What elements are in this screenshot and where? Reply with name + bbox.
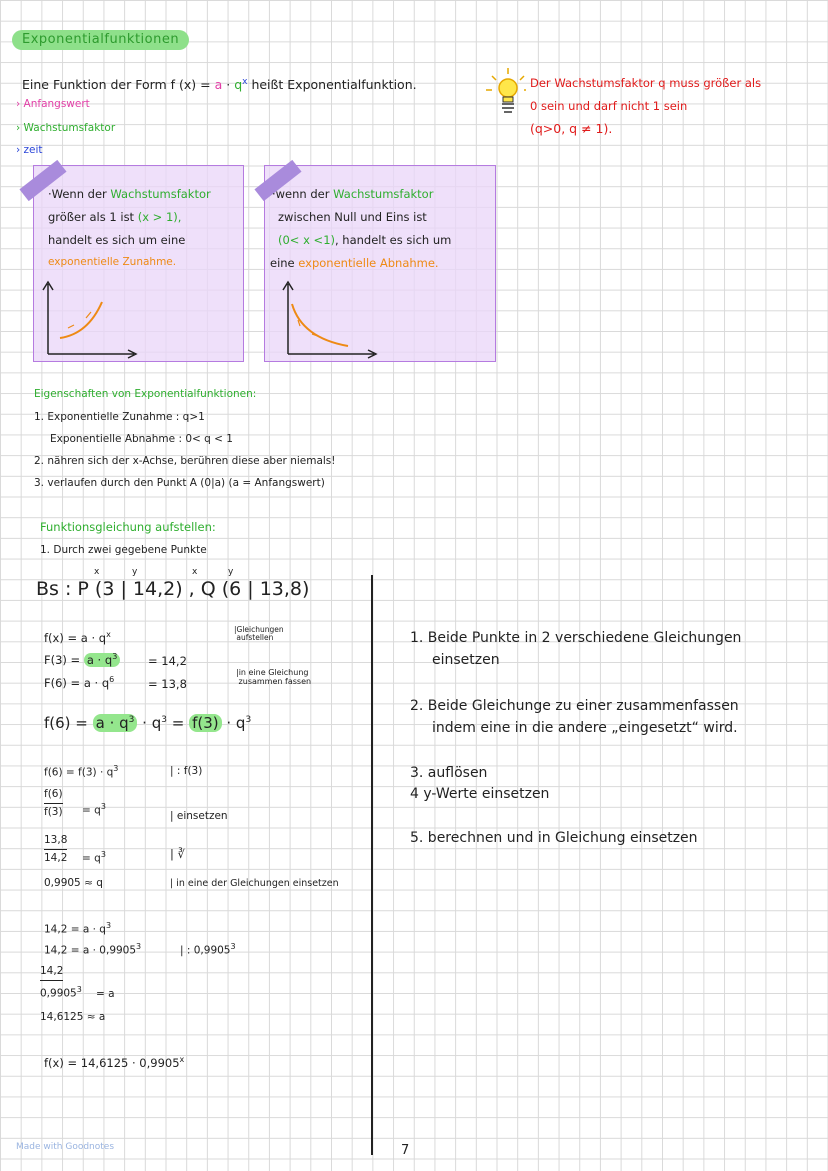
definition-line: Eine Funktion der Form f $(x) = a \cdot q^x$ heißt Exponentialfunktion. <box>22 77 417 93</box>
card-abnahme-line-3: (0< x <1), handelt es sich um <box>278 233 452 247</box>
step-r1: $14,2 = a \cdot q^3$ <box>44 921 112 936</box>
lightbulb-icon <box>480 66 526 126</box>
step-root-note: | ∛ <box>170 847 185 861</box>
step-r2: $14,2 = a \cdot 0,9905^3$ <box>44 942 142 957</box>
step-2-line-1: 2. Beide Gleichunge zu einer zusammenfassen <box>410 698 739 714</box>
card-zunahme-line-4: exponentielle Zunahme. <box>48 256 177 268</box>
mark-y2: y <box>228 567 234 577</box>
legend-wachstumsfaktor: › Wachstumsfaktor <box>16 122 116 134</box>
equation-heading: Funktionsgleichung aufstellen: <box>40 520 216 534</box>
step-3: 3. auflösen <box>410 765 488 781</box>
legend-anfangswert: › Anfangswert <box>16 98 90 110</box>
note-zusammenfassen: |in eine Gleichung zusammen fassen <box>236 668 312 686</box>
eq-f6-value: = 13,8 <box>148 677 187 691</box>
step-a-result: 14,6125 ≈ a <box>40 1011 106 1023</box>
goodnotes-badge: Made with Goodnotes <box>16 1142 115 1152</box>
eq-f3-value: = 14,2 <box>148 654 187 668</box>
eq-general: $f(x) = a \cdot q^x$ <box>44 630 111 645</box>
note-line-3: (q>0, q ≠ 1). <box>530 121 613 136</box>
fraction-a: 14,2 0,9905$^3$ <box>40 965 82 1000</box>
final-function: $f(x) = 14,6125 \cdot 0,9905^x$ <box>44 1055 185 1070</box>
page-number: 7 <box>401 1143 410 1158</box>
step-einsetzen-note: | einsetzen <box>170 810 228 822</box>
fraction-values-rhs: = $q^3$ <box>82 850 106 865</box>
note-line-2: 0 sein und darf nicht 1 sein <box>530 99 688 113</box>
note-line-1: Der Wachstumsfaktor q muss größer als <box>530 76 762 90</box>
card-abnahme-line-1: ·wenn der Wachstumsfaktor <box>272 187 434 201</box>
card-abnahme-line-4: eine exponentielle Abnahme. <box>270 256 439 270</box>
step-q-result: 0,9905 ≈ q <box>44 877 103 889</box>
card-zunahme-line-1: ·Wenn der Wachstumsfaktor <box>48 187 211 201</box>
step-divide: $f(6) = f(3) \cdot q^3$ <box>44 764 119 779</box>
step-1-line-2: einsetzen <box>432 652 500 668</box>
property-2: 2. nähren sich der x-Achse, berühren diese aber niemals! <box>34 455 336 467</box>
divider-line <box>371 575 373 1155</box>
eq-f3: $F(3) = a \cdot q^3$ <box>44 652 120 667</box>
decay-graph <box>278 278 388 360</box>
mark-x1: x <box>94 567 100 577</box>
fraction-f6-f3: f(6) f(3) <box>44 788 63 818</box>
card-abnahme-line-2: zwischen Null und Eins ist <box>278 210 427 224</box>
step-insert-note: | in eine der Gleichungen einsetzen <box>170 878 339 889</box>
card-zunahme-line-3: handelt es sich um eine <box>48 233 186 247</box>
legend-zeit: › zeit <box>16 144 43 156</box>
step-1-line-1: 1. Beide Punkte in 2 verschiedene Gleichungen <box>410 630 742 646</box>
property-1b: Exponentielle Abnahme : 0< q < 1 <box>50 433 233 445</box>
note-aufstellen: |Gleichungen aufstellen <box>234 625 284 642</box>
card-zunahme-line-2: größer als 1 ist (x > 1), <box>48 210 182 224</box>
eq-combined: $f(6) = a \cdot q^3 \cdot q^3 = f(3) \cdot q^3$ <box>44 714 252 732</box>
growth-graph <box>38 278 148 360</box>
step-divide-note: | : f(3) <box>170 765 203 777</box>
fraction-a-rhs: = a <box>96 988 115 1000</box>
example-points: Bs : P (3 | 14,2) , Q (6 | 13,8) <box>36 578 310 600</box>
fraction-f6-f3-rhs: = $q^3$ <box>82 802 106 817</box>
page-title: Exponentialfunktionen <box>12 30 189 50</box>
properties-heading: Eigenschaften von Exponentialfunktionen: <box>34 388 257 400</box>
fraction-values: 13,8 14,2 <box>44 834 68 864</box>
mark-y1: y <box>132 567 138 577</box>
property-3: 3. verlaufen durch den Punkt A (0|a) (a = Anfangswert) <box>34 477 325 489</box>
step-r2-note: | : 0,9905$^3$ <box>180 942 236 957</box>
property-1a: 1. Exponentielle Zunahme : q>1 <box>34 411 205 423</box>
equation-subheading: 1. Durch zwei gegebene Punkte <box>40 544 207 556</box>
step-2-line-2: indem eine in die andere „eingesetzt“ wird. <box>432 720 738 736</box>
eq-f6: $F(6) = a \cdot q^6$ <box>44 675 115 690</box>
step-4: 4 y-Werte einsetzen <box>410 786 550 802</box>
step-5: 5. berechnen und in Gleichung einsetzen <box>410 830 698 846</box>
mark-x2: x <box>192 567 198 577</box>
